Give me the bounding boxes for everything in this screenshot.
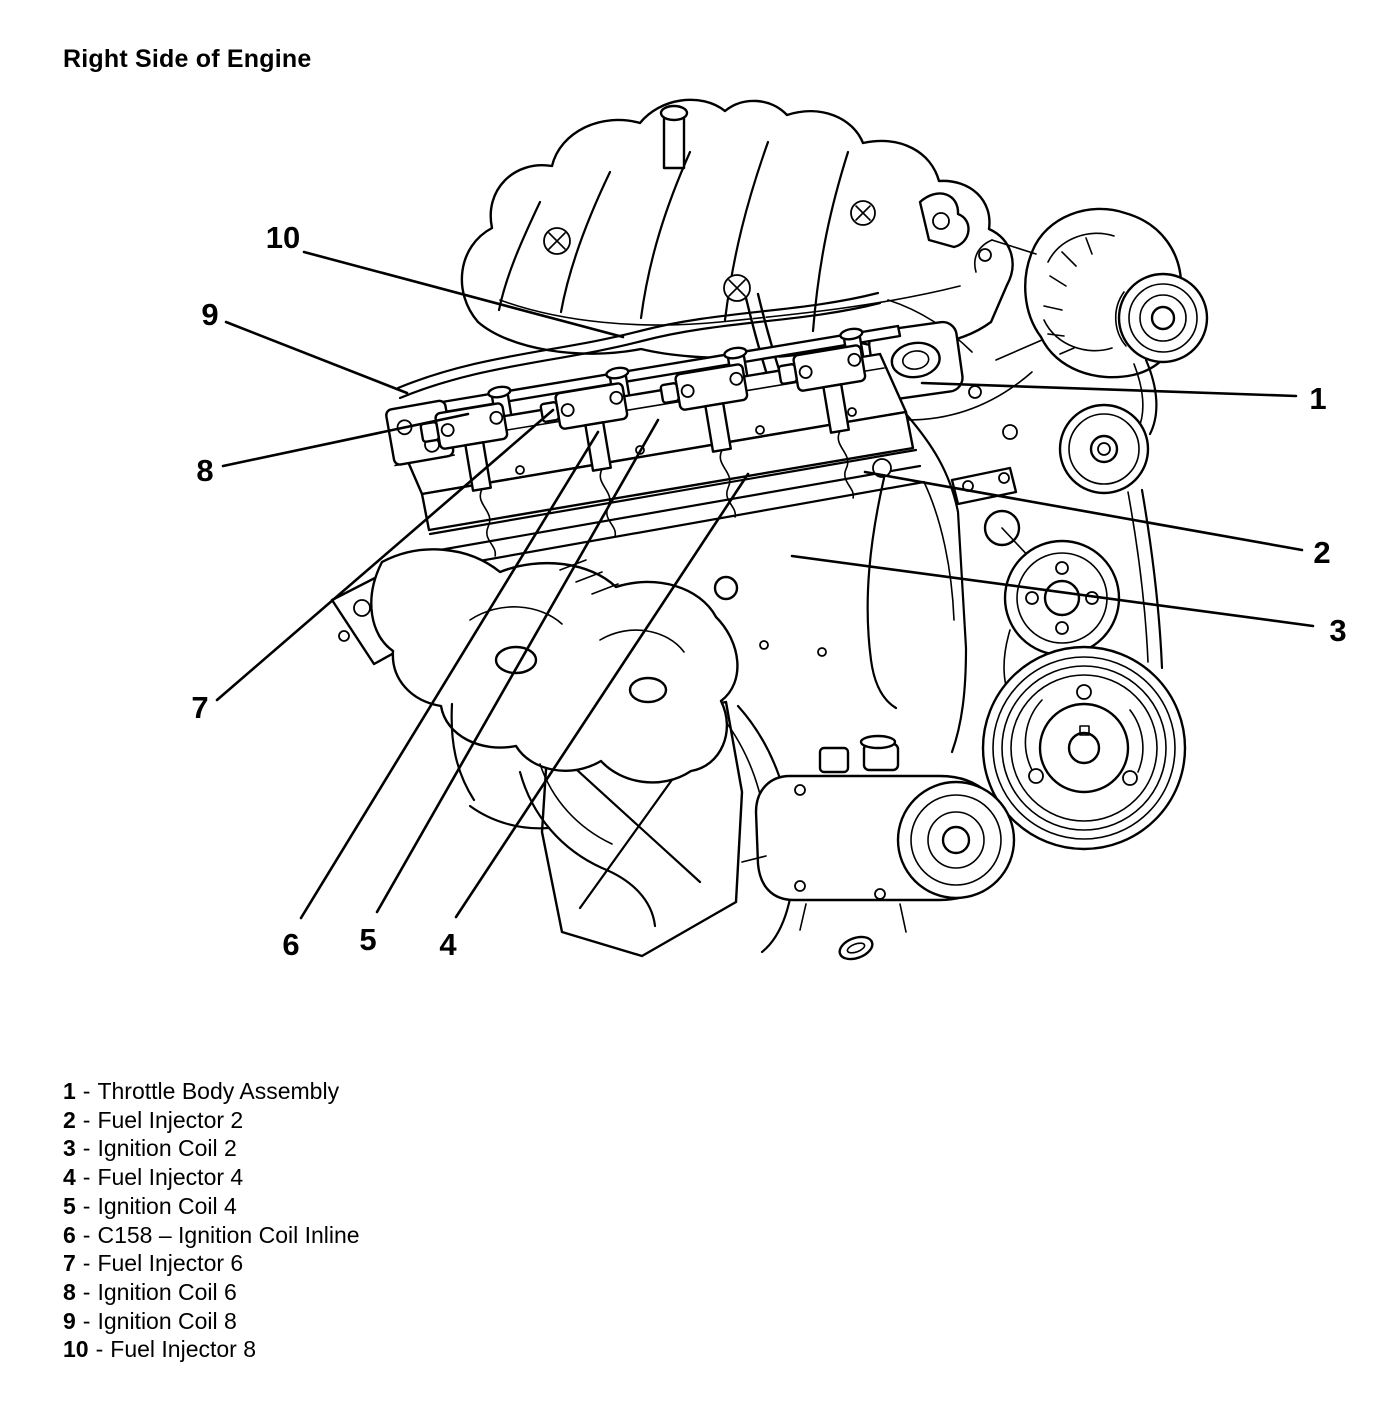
legend-separator: - [82, 1221, 91, 1248]
legend-label: C158 – Ignition Coil Inline [97, 1221, 360, 1248]
callout-number-8: 8 [196, 453, 214, 488]
legend-separator: - [82, 1250, 91, 1277]
legend-label: Fuel Injector 4 [97, 1164, 244, 1191]
legend [63, 1077, 360, 1364]
legend-separator: - [82, 1135, 91, 1162]
legend-num: 2 [63, 1106, 76, 1133]
legend-label: Fuel Injector 6 [97, 1250, 244, 1277]
callout-number-3: 3 [1329, 613, 1347, 648]
legend-num: 4 [63, 1164, 76, 1191]
legend-num: 1 [63, 1078, 76, 1104]
legend-item-7 [63, 1249, 360, 1278]
legend-separator: - [82, 1278, 91, 1305]
legend-separator: - [82, 1192, 91, 1219]
legend-item-9 [63, 1307, 360, 1336]
callout-number-6: 6 [282, 927, 300, 962]
legend-item-4 [63, 1163, 360, 1192]
callout-number-7: 7 [191, 690, 209, 725]
legend-num: 3 [63, 1135, 76, 1162]
legend-num: 9 [63, 1307, 76, 1334]
legend-item-2 [63, 1106, 360, 1135]
callout-number-2: 2 [1313, 535, 1331, 570]
legend-label: Ignition Coil 8 [97, 1307, 237, 1334]
callout-number-10: 10 [265, 220, 301, 255]
callout-number-5: 5 [359, 922, 377, 957]
legend-item-6 [63, 1221, 360, 1250]
alternator [975, 209, 1207, 377]
callout-number-1: 1 [1309, 381, 1327, 416]
legend-label: Fuel Injector 2 [97, 1106, 244, 1133]
legend-label: Ignition Coil 4 [97, 1192, 237, 1219]
legend-item-5 [63, 1192, 360, 1221]
legend-separator: - [82, 1078, 91, 1104]
legend-item-8 [63, 1278, 360, 1307]
legend-separator: - [82, 1164, 91, 1191]
callout-number-4: 4 [439, 927, 457, 962]
legend-num: 8 [63, 1278, 76, 1305]
ac-compressor [742, 736, 1014, 932]
callout-number-9: 9 [201, 297, 219, 332]
legend-num: 7 [63, 1250, 76, 1277]
page-title: Right Side of Engine [63, 44, 312, 73]
legend-num: 10 [63, 1336, 89, 1363]
callout-leader-line-9 [226, 322, 407, 393]
legend-item-3 [63, 1134, 360, 1163]
legend-item-10 [63, 1335, 360, 1364]
legend-label: Fuel Injector 8 [110, 1336, 257, 1363]
legend-item-1 [63, 1077, 360, 1106]
legend-num: 6 [63, 1221, 76, 1248]
legend-separator: - [82, 1307, 91, 1334]
legend-separator: - [95, 1336, 104, 1363]
legend-separator: - [82, 1106, 91, 1133]
legend-label: Ignition Coil 2 [97, 1135, 237, 1162]
legend-label: Ignition Coil 6 [97, 1278, 237, 1305]
legend-num: 5 [63, 1192, 76, 1219]
legend-label: Throttle Body Assembly [97, 1078, 340, 1104]
